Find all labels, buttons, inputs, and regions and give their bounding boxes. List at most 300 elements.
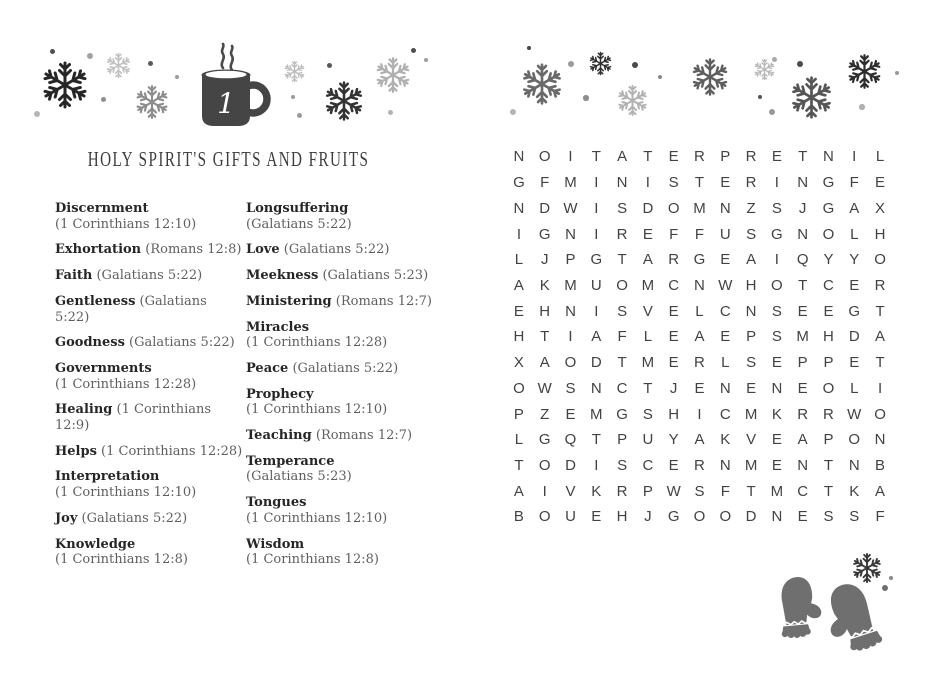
word: Gentleness xyxy=(55,293,136,309)
snow-dot xyxy=(758,95,763,100)
grid-letter: O xyxy=(513,379,525,397)
snowflake-icon xyxy=(789,75,834,120)
word-entry xyxy=(246,537,461,568)
word: Exhortation xyxy=(55,242,142,258)
grid-letter: Y xyxy=(668,431,679,449)
word: Discernment xyxy=(55,201,149,216)
grid-letter: E xyxy=(565,405,576,423)
grid-letter: K xyxy=(720,431,731,449)
grid-letter: I xyxy=(697,405,702,423)
word-entry xyxy=(246,454,461,485)
snow-dot xyxy=(327,63,332,68)
word: Helps xyxy=(55,443,97,459)
grid-letter: S xyxy=(617,199,628,217)
grid-letter: S xyxy=(771,302,782,320)
grid-letter: H xyxy=(513,328,525,346)
grid-letter: O xyxy=(616,276,628,294)
grid-letter: K xyxy=(591,482,602,500)
scripture-reference: (1 Corinthians 12:10) xyxy=(246,510,388,526)
word-search-grid xyxy=(506,144,893,530)
grid-letter: E xyxy=(720,328,731,346)
snow-dot xyxy=(50,49,55,54)
scripture-reference: (1 Corinthians 12:10) xyxy=(246,402,388,418)
word-entry xyxy=(55,444,243,460)
grid-letter: K xyxy=(849,482,860,500)
grid-letter: V xyxy=(642,302,653,320)
page-title-wrap xyxy=(0,147,458,172)
grid-letter: O xyxy=(538,148,551,166)
grid-letter: J xyxy=(798,199,807,217)
grid-letter: E xyxy=(720,174,731,192)
grid-letter: C xyxy=(668,276,680,294)
grid-letter: U xyxy=(565,508,576,526)
grid-letter: W xyxy=(847,405,862,423)
grid-letter: S xyxy=(823,508,834,526)
grid-letter: R xyxy=(694,456,705,474)
grid-letter: R xyxy=(823,405,834,423)
grid-letter: O xyxy=(667,199,680,217)
word: Tongues xyxy=(246,495,307,511)
scripture-reference: (Romans 12:7) xyxy=(315,428,413,444)
grid-letter: T xyxy=(617,354,627,372)
grid-letter: L xyxy=(695,302,704,320)
grid-letter: E xyxy=(771,148,782,166)
word: Love xyxy=(246,242,280,258)
grid-letter: U xyxy=(719,225,731,243)
snowflake-icon xyxy=(40,60,90,110)
grid-letter: D xyxy=(590,354,602,372)
grid-letter: A xyxy=(513,482,524,500)
snow-dot xyxy=(769,109,776,116)
grid-letter: C xyxy=(797,482,809,500)
grid-letter: G xyxy=(513,174,525,192)
grid-letter: D xyxy=(565,456,576,474)
grid-letter: G xyxy=(822,199,835,217)
grid-letter: L xyxy=(850,379,859,397)
grid-letter: E xyxy=(668,302,679,320)
grid-letter: E xyxy=(797,379,808,397)
grid-letter: O xyxy=(693,508,706,526)
snow-dot xyxy=(175,75,179,79)
grid-letter: I xyxy=(594,302,599,320)
scripture-reference: (1 Corinthians 12:28) xyxy=(101,443,243,459)
grid-letter: S xyxy=(746,225,757,243)
snow-dot xyxy=(148,61,153,66)
grid-letter: P xyxy=(565,251,576,269)
grid-letter: F xyxy=(617,328,627,346)
grid-letter: R xyxy=(745,174,757,192)
scripture-reference: (Galatians 5:23) xyxy=(246,469,352,485)
grid-letter: N xyxy=(797,174,809,192)
grid-letter: O xyxy=(538,456,551,474)
grid-letter: E xyxy=(668,328,679,346)
snow-dot xyxy=(889,576,893,580)
grid-letter: N xyxy=(694,276,705,294)
grid-letter: I xyxy=(516,225,521,243)
grid-letter: L xyxy=(721,354,730,372)
grid-letter: X xyxy=(513,354,524,372)
grid-letter: U xyxy=(642,431,654,449)
grid-letter: F xyxy=(694,225,705,243)
grid-letter: S xyxy=(849,508,860,526)
word-entry xyxy=(246,268,461,284)
word-list-column-1 xyxy=(55,201,243,578)
word: Interpretation xyxy=(55,469,160,485)
grid-letter: P xyxy=(746,328,757,346)
puzzle-number: 1 xyxy=(217,87,235,120)
scripture-reference: (1 Corinthians 12:8) xyxy=(55,552,188,568)
grid-letter: C xyxy=(823,276,834,294)
grid-letter: R xyxy=(616,482,628,500)
grid-letter: P xyxy=(720,148,731,166)
grid-letter: M xyxy=(564,174,577,192)
snow-dot xyxy=(388,110,393,115)
grid-letter: R xyxy=(616,225,628,243)
grid-letter: R xyxy=(797,405,809,423)
scripture-reference: (Romans 12:7) xyxy=(335,293,433,309)
word-list-column-2 xyxy=(246,201,461,578)
grid-letter: N xyxy=(848,456,860,474)
snow-dot xyxy=(882,585,889,592)
grid-letter: Z xyxy=(540,405,550,423)
grid-letter: H xyxy=(745,276,757,294)
grid-letter: N xyxy=(590,379,602,397)
word: Wisdom xyxy=(246,536,305,552)
word-entry xyxy=(55,361,243,392)
grid-letter: T xyxy=(591,431,601,449)
grid-letter: N xyxy=(719,379,731,397)
snowflake-icon xyxy=(520,62,564,106)
grid-letter: C xyxy=(642,456,654,474)
word-entry xyxy=(55,294,243,325)
grid-letter: E xyxy=(797,302,808,320)
grid-letter: E xyxy=(771,431,782,449)
grid-letter: A xyxy=(875,482,886,500)
grid-letter: A xyxy=(849,199,860,217)
grid-letter: T xyxy=(643,379,653,397)
grid-letter: E xyxy=(849,276,860,294)
scripture-reference: (Galatians 5:22) xyxy=(129,335,235,351)
grid-letter: M xyxy=(693,199,706,217)
grid-letter: T xyxy=(875,354,885,372)
scripture-reference: (Galatians 5:23) xyxy=(322,268,429,284)
word: Faith xyxy=(55,268,93,284)
grid-letter: D xyxy=(745,508,757,526)
word: Miracles xyxy=(246,319,310,335)
word-entry xyxy=(246,242,461,258)
snow-dot xyxy=(87,53,93,59)
word: Peace xyxy=(246,360,289,376)
grid-letter: M xyxy=(744,456,758,474)
word-entry xyxy=(55,511,243,527)
grid-letter: N xyxy=(513,199,525,217)
word-entry xyxy=(55,537,243,568)
grid-letter: H xyxy=(874,225,886,243)
scripture-reference: (Galatians 5:22) xyxy=(283,242,390,258)
grid-letter: I xyxy=(542,482,547,500)
grid-letter: T xyxy=(514,456,524,474)
word-entry xyxy=(55,402,243,433)
grid-letter: N xyxy=(719,456,731,474)
grid-letter: T xyxy=(798,148,808,166)
grid-letter: E xyxy=(694,379,705,397)
grid-letter: C xyxy=(719,302,731,320)
grid-letter: X xyxy=(875,199,886,217)
snow-dot xyxy=(583,95,588,100)
grid-letter: R xyxy=(694,354,705,372)
grid-letter: E xyxy=(823,302,834,320)
grid-letter: A xyxy=(617,148,628,166)
word: Healing xyxy=(55,402,113,418)
scripture-reference: (1 Corinthians 12:9) xyxy=(55,402,212,434)
word: Governments xyxy=(55,360,152,376)
grid-letter: S xyxy=(668,174,679,192)
grid-letter: M xyxy=(770,482,784,500)
word-entry xyxy=(246,294,461,310)
grid-letter: I xyxy=(568,328,573,346)
snow-dot xyxy=(797,61,804,68)
grid-letter: N xyxy=(745,302,757,320)
grid-letter: G xyxy=(848,302,861,320)
grid-letter: V xyxy=(746,431,757,449)
grid-letter: S xyxy=(617,302,628,320)
snow-dot xyxy=(411,48,416,53)
grid-letter: T xyxy=(694,174,705,192)
grid-letter: T xyxy=(823,482,834,500)
grid-letter: G xyxy=(538,225,551,243)
word-entry xyxy=(55,242,243,258)
grid-letter: Q xyxy=(564,431,577,449)
grid-letter: T xyxy=(643,148,653,166)
grid-letter: P xyxy=(642,482,653,500)
grid-letter: A xyxy=(694,431,705,449)
grid-letter: E xyxy=(668,456,679,474)
word-entry xyxy=(246,387,461,418)
snow-dot xyxy=(658,75,663,80)
snow-dot xyxy=(34,111,40,117)
grid-letter: E xyxy=(771,456,782,474)
word-entry xyxy=(55,268,243,284)
grid-letter: E xyxy=(668,354,679,372)
grid-letter: H xyxy=(823,328,834,346)
grid-letter: N xyxy=(823,148,834,166)
grid-letter: G xyxy=(822,174,835,192)
snowflake-icon xyxy=(846,53,883,90)
grid-letter: E xyxy=(591,508,602,526)
grid-letter: I xyxy=(568,148,573,166)
snow-dot xyxy=(510,109,517,116)
grid-letter: E xyxy=(513,302,524,320)
word: Ministering xyxy=(246,293,332,309)
grid-letter: L xyxy=(514,251,524,269)
snow-dot xyxy=(568,61,574,67)
word: Knowledge xyxy=(55,536,136,552)
grid-letter: G xyxy=(616,405,628,423)
snowflake-icon xyxy=(283,60,306,83)
grid-letter: H xyxy=(539,302,551,320)
grid-letter: V xyxy=(565,482,576,500)
grid-letter: F xyxy=(540,174,550,192)
scripture-reference: (1 Corinthians 12:10) xyxy=(55,485,197,501)
grid-letter: D xyxy=(642,199,654,217)
grid-letter: E xyxy=(875,174,886,192)
snowflake-icon xyxy=(690,57,730,97)
grid-letter: T xyxy=(617,251,627,269)
word-entry xyxy=(246,320,461,351)
grid-letter: S xyxy=(617,456,628,474)
grid-letter: R xyxy=(694,148,705,166)
grid-letter: I xyxy=(877,379,883,397)
grid-letter: S xyxy=(771,199,782,217)
grid-letter: M xyxy=(796,328,809,346)
grid-letter: E xyxy=(797,508,808,526)
grid-letter: M xyxy=(744,405,758,423)
word: Prophecy xyxy=(246,386,314,402)
grid-letter: I xyxy=(594,456,599,474)
scripture-reference: (1 Corinthians 12:8) xyxy=(246,552,379,568)
snowflake-icon xyxy=(588,51,613,76)
scripture-reference: (Galatians 5:22) xyxy=(246,216,352,232)
grid-letter: E xyxy=(746,379,757,397)
word-entry xyxy=(55,335,243,351)
grid-letter: I xyxy=(594,174,599,192)
word-entry xyxy=(55,469,243,500)
page-title: HOLY SPIRIT'S GIFTS AND FRUITS xyxy=(88,147,370,171)
grid-letter: P xyxy=(823,354,834,372)
grid-letter: L xyxy=(875,148,885,166)
grid-letter: M xyxy=(641,354,655,372)
grid-letter: N xyxy=(616,174,628,192)
grid-letter: L xyxy=(514,431,524,449)
grid-letter: F xyxy=(875,508,885,526)
grid-letter: W xyxy=(563,199,578,217)
word: Meekness xyxy=(246,268,319,284)
grid-letter: E xyxy=(771,354,782,372)
grid-letter: P xyxy=(617,431,628,449)
grid-letter: J xyxy=(540,251,549,269)
grid-letter: I xyxy=(594,199,599,217)
grid-letter: N xyxy=(797,225,809,243)
grid-letter: O xyxy=(822,225,835,243)
scripture-reference: (1 Corinthians 12:28) xyxy=(55,376,197,392)
grid-letter: D xyxy=(848,328,860,346)
grid-letter: I xyxy=(645,174,650,192)
snow-dot xyxy=(291,95,295,99)
word: Longsuffering xyxy=(246,201,349,216)
grid-letter: W xyxy=(537,379,552,397)
snow-dot xyxy=(859,104,864,109)
grid-letter: C xyxy=(616,379,628,397)
grid-letter: S xyxy=(565,379,576,397)
grid-letter: C xyxy=(719,405,731,423)
word-entry xyxy=(246,495,461,526)
snow-dot xyxy=(632,62,639,69)
grid-letter: N xyxy=(771,379,783,397)
grid-letter: Z xyxy=(746,199,756,217)
grid-letter: G xyxy=(771,225,783,243)
word-entry xyxy=(246,361,461,377)
grid-letter: T xyxy=(823,456,834,474)
grid-letter: W xyxy=(666,482,681,500)
grid-letter: T xyxy=(540,328,550,346)
word-entry xyxy=(246,201,461,232)
grid-letter: S xyxy=(694,482,705,500)
scripture-reference: (1 Corinthians 12:28) xyxy=(246,335,388,351)
grid-letter: I xyxy=(774,174,779,192)
scripture-reference: (Galatians 5:22) xyxy=(292,360,399,376)
grid-letter: O xyxy=(564,354,577,372)
grid-letter: A xyxy=(539,354,550,372)
grid-letter: O xyxy=(874,405,886,423)
grid-letter: I xyxy=(594,225,599,243)
snowflake-icon xyxy=(105,52,132,79)
grid-letter: S xyxy=(642,405,653,423)
grid-letter: T xyxy=(798,276,808,294)
grid-letter: T xyxy=(746,482,756,500)
grid-letter: A xyxy=(746,251,757,269)
grid-letter: A xyxy=(591,328,602,346)
grid-letter: S xyxy=(746,354,757,372)
grid-letter: K xyxy=(771,405,782,423)
grid-letter: N xyxy=(874,431,886,449)
grid-letter: A xyxy=(642,251,653,269)
grid-letter: I xyxy=(852,148,857,166)
grid-letter: N xyxy=(565,225,576,243)
scripture-reference: (Galatians 5:22) xyxy=(96,268,203,284)
grid-letter: R xyxy=(668,251,680,269)
word: Joy xyxy=(55,510,78,526)
grid-letter: H xyxy=(616,508,628,526)
snowflake-icon xyxy=(374,56,412,94)
grid-letter: G xyxy=(538,431,551,449)
grid-letter: E xyxy=(720,251,731,269)
grid-letter: O xyxy=(848,431,861,449)
grid-letter: I xyxy=(774,251,779,269)
word: Temperance xyxy=(246,453,335,469)
grid-letter: E xyxy=(668,148,679,166)
grid-letter: N xyxy=(797,456,809,474)
grid-letter: G xyxy=(667,508,680,526)
snow-dot xyxy=(527,46,532,51)
grid-letter: E xyxy=(849,354,860,372)
grid-letter: R xyxy=(745,148,757,166)
grid-letter: N xyxy=(513,148,525,166)
grid-letter: L xyxy=(643,328,653,346)
grid-letter: P xyxy=(513,405,524,423)
snow-dot xyxy=(772,57,777,62)
scripture-reference: (Galatians 5:22) xyxy=(81,510,188,526)
scripture-reference: (Romans 12:8) xyxy=(145,242,242,258)
grid-letter: A xyxy=(694,328,705,346)
grid-letter: E xyxy=(642,225,653,243)
grid-letter: M xyxy=(564,276,577,294)
grid-letter: N xyxy=(719,199,731,217)
grid-letter: S xyxy=(771,328,782,346)
grid-letter: D xyxy=(539,199,551,217)
grid-letter: A xyxy=(797,431,808,449)
grid-letter: T xyxy=(875,302,885,320)
grid-letter: T xyxy=(591,148,601,166)
grid-letter: O xyxy=(719,508,732,526)
grid-letter: O xyxy=(771,276,783,294)
grid-letter: F xyxy=(849,174,859,192)
snowflake-icon xyxy=(323,80,365,122)
grid-letter: Y xyxy=(823,251,834,269)
grid-letter: A xyxy=(875,328,886,346)
grid-letter: H xyxy=(668,405,680,423)
snowflake-icon xyxy=(616,84,649,117)
snow-dot xyxy=(297,113,302,118)
